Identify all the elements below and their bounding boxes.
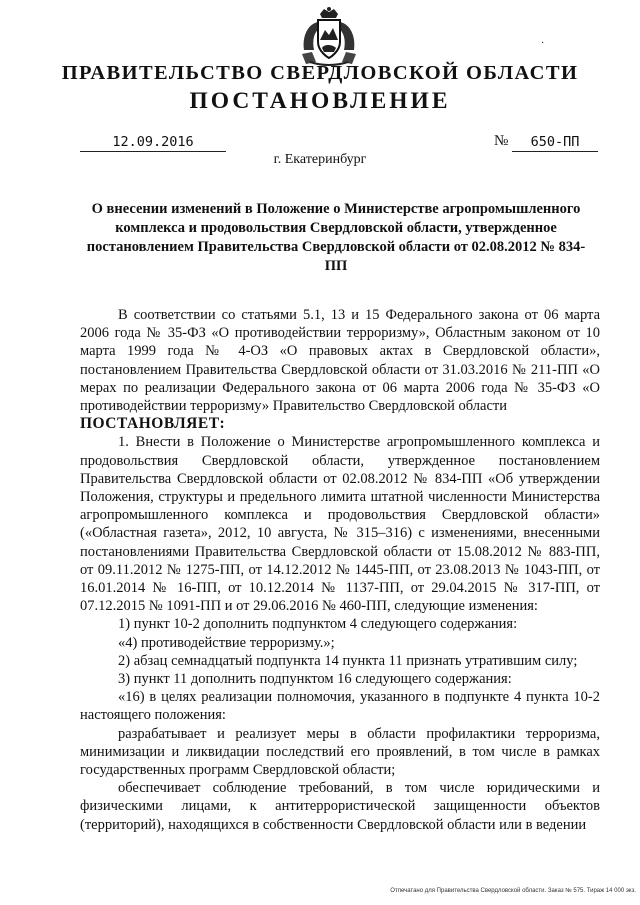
subitem-1: 1) пункт 10-2 дополнить подпунктом 4 следующего содержания: (118, 616, 518, 633)
print-footer: Отпечатано для Правительства Свердловской области. Заказ № 575. Тираж 14 000 экз. (390, 888, 636, 894)
subitem-2: 2) абзац семнадцатый подпункта 14 пункта 11 признать утратившим силу; (118, 652, 578, 669)
subitem-3-b: обеспечивает соблюдение требований, в том числе юридическими и физическими лицами, к антитеррористической защищенности объектов (территорий), находящихся в собственности Свердловской области или в ведении (80, 780, 600, 833)
item-1: 1. Внести в Положение о Министерстве агропромышленного комплекса и продовольствия Свердловской области, утвержденное постановлением Правительства Свердловской области от 02.08.2012 № 834-ПП «Об утверждении Положения, структуры и предельного лимита штатной численности Министерства агропромышленного комплекса и продовольствия Свердловской области» («Областная газета», 2012, 10 августа, № 315–316) с изменениями, внесенными постановлениями Правительства Свердловской области от 15.08.2012 № 883-ПП, от 09.11.2012 № 1275-ПП, от 14.12.2012 № 1445-ПП, от 23.08.2013 № 1043-ПП, от 16.01.2014 № 16-ПП, от 10.12.2014 № 1137-ПП, от 29.04.2015 № 317-ПП, от 07.12.2015 № 1091-ПП и от 29.06.2016 № 460-ПП, следующие изменения: (80, 434, 600, 615)
government-name: ПРАВИТЕЛЬСТВО СВЕРДЛОВСКОЙ ОБЛАСТИ (61, 62, 579, 84)
intro-paragraph: В соответствии со статьями 5.1, 13 и 15 Федерального закона от 06 марта 2006 года № 35-ФЗ «О противодействии терроризму», Областным законом от 10 марта 1999 года № 4-ОЗ «О правовых актах в Свердловской области», постановлением Правительства Свердловской области от 31.03.2016 № 211-ПП «О мерах по реализации Федерального закона от 06 марта 2006 года № 35-ФЗ «О противодействии терроризму» Правительство Свердловской области (80, 307, 600, 415)
city: г. Екатеринбург (273, 152, 367, 167)
resolves-heading: ПОСТАНОВЛЯЕТ: (80, 415, 226, 433)
subitem-3-a: разрабатывает и реализует меры в области профилактики терроризма, минимизации и ликвидации последствий его проявлений, в том числе в рамках государственных программ Свердловской области; (80, 725, 600, 779)
document-body (80, 306, 600, 834)
subitem-3-quote: «16) в целях реализации полномочия, указанного в подпункте 4 пункта 10-2 настоящего положения: (80, 689, 600, 724)
document-title: О внесении изменений в Положение о Министерстве агропромышленного комплекса и продовольствия Свердловской области, утвержденное постановлением Правительства Свердловской области от 02.08.2012 № 834-ПП (86, 201, 586, 274)
number-sign: № (494, 133, 509, 149)
subitem-3: 3) пункт 11 дополнить подпунктом 16 следующего содержания: (118, 671, 512, 688)
document-type: ПОСТАНОВЛЕНИЕ (189, 88, 451, 114)
subitem-1-quote: «4) противодействие терроризму.»; (118, 634, 335, 651)
sverdlovsk-coat-of-arms-icon (298, 6, 360, 66)
scan-speck: · (541, 38, 545, 49)
document-number: 650-ПП (512, 134, 598, 152)
document-date: 12.09.2016 (80, 134, 226, 152)
